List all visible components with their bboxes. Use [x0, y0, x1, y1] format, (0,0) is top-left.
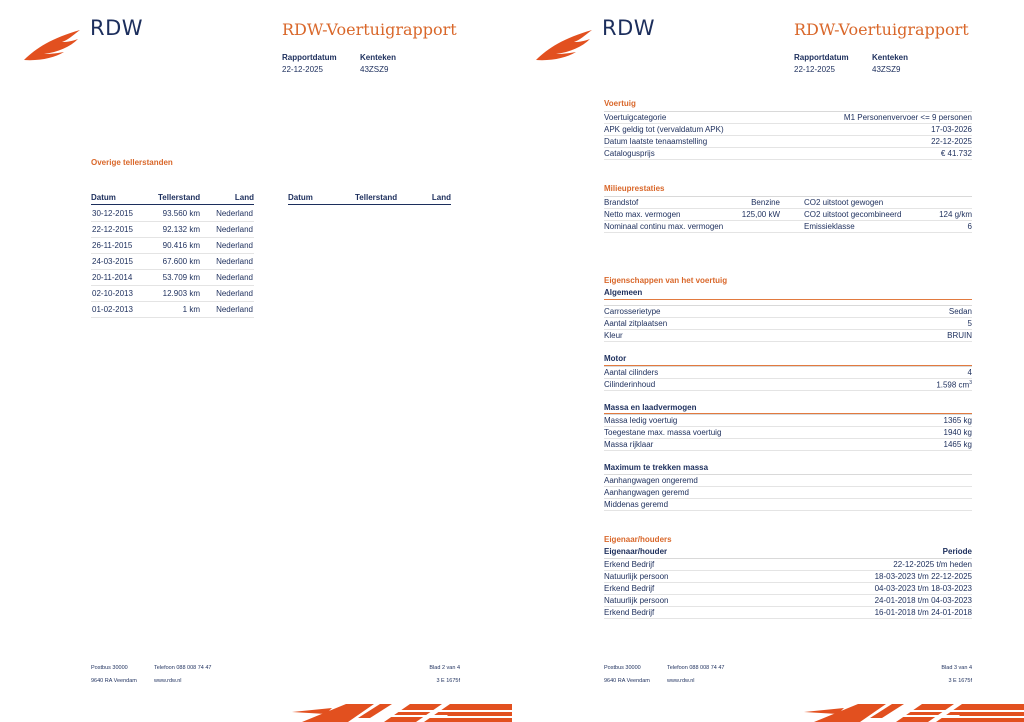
row-value: [764, 148, 972, 160]
row-label: Massa ledig voertuig: [604, 415, 804, 427]
teller-land: Nederland: [201, 254, 254, 270]
row-label: Catalogusprijs: [604, 148, 764, 160]
header-land-2: Land: [431, 193, 451, 202]
rapportdatum-value: 22-12-2025: [794, 65, 835, 74]
rdw-logo-text: RDW: [90, 16, 144, 40]
teller-km: 12.903 km: [146, 286, 201, 302]
milieu-table: [604, 196, 972, 233]
tellerstanden-table: [91, 206, 254, 318]
header-tellerstand-2: Tellerstand: [355, 193, 398, 202]
kenteken-label: Kenteken: [872, 53, 909, 62]
row-value-text: 22-12-2025: [931, 137, 972, 146]
row-value: [764, 124, 972, 136]
row-value: [804, 318, 972, 330]
row-value: [764, 112, 972, 124]
table-row: [604, 112, 972, 124]
teller-datum: 20-11-2014: [91, 270, 146, 286]
row-value-text: 5: [967, 319, 972, 328]
row-label: Datum laatste tenaamstelling: [604, 136, 764, 148]
footer-stripes-icon: [804, 704, 1024, 722]
row-value: [804, 559, 972, 571]
footer-web[interactable]: www.rdw.nl: [667, 678, 695, 684]
table-row: [604, 427, 972, 439]
teller-datum: 24-03-2015: [91, 254, 146, 270]
rapportdatum-value: 22-12-2025: [282, 65, 323, 74]
row-value-text: BRUIN: [947, 331, 972, 340]
section-milieuprestaties: Milieuprestaties: [604, 184, 665, 193]
footer-postbus: Postbus 30000: [91, 665, 128, 671]
row-value: Benzine: [724, 197, 788, 209]
teller-land: Nederland: [201, 222, 254, 238]
footer-code: 3 E 1675f: [948, 678, 972, 684]
table-row: [604, 136, 972, 148]
table-row: [604, 124, 972, 136]
teller-datum: 30-12-2015: [91, 206, 146, 222]
table-row: [604, 367, 972, 379]
row-label-2: CO2 uitstoot gecombineerd: [788, 209, 908, 221]
footer-adres: 9640 RA Veendam: [604, 678, 650, 684]
footer-postbus: Postbus 30000: [604, 665, 641, 671]
table-row: [91, 302, 254, 318]
row-value-text: 17-03-2026: [931, 125, 972, 134]
rdw-logo-text: RDW: [602, 16, 656, 40]
row-value-text: 24-01-2018 t/m 04-03-2023: [874, 596, 972, 605]
footer-contact: [667, 662, 725, 688]
row-value: [804, 475, 972, 487]
row-value: [804, 330, 972, 342]
report-title: RDW-Voertuigrapport: [794, 20, 969, 39]
footer-address: [91, 662, 137, 688]
row-label-2: CO2 uitstoot gewogen: [788, 197, 908, 209]
footer-web[interactable]: www.rdw.nl: [154, 678, 182, 684]
row-label: Aantal zitplaatsen: [604, 318, 804, 330]
row-value-text: 1465 kg: [943, 440, 972, 449]
subsection-trekken: Maximum te trekken massa: [604, 463, 709, 472]
row-value: [804, 487, 972, 499]
row-label: Natuurlijk persoon: [604, 571, 804, 583]
row-value-text: 1.598 cm: [936, 380, 970, 390]
row-value: [724, 221, 788, 233]
subsection-motor: Motor: [604, 354, 627, 363]
row-value: [804, 439, 972, 451]
rdw-wing-logo-icon: [534, 28, 596, 62]
eigenaren-header-value: Periode: [942, 547, 972, 556]
row-label: Nominaal continu max. vermogen: [604, 222, 724, 231]
table-row: [604, 487, 972, 499]
row-value-2: [908, 197, 972, 209]
rapportdatum-label: Rapportdatum: [282, 53, 337, 62]
table-row: [91, 238, 254, 254]
table-row: [604, 595, 972, 607]
row-label-2: Emissieklasse: [788, 221, 908, 233]
header-land: Land: [234, 193, 254, 202]
kenteken-value: 43ZSZ9: [360, 65, 389, 74]
section-eigenschappen: Eigenschappen van het voertuig: [604, 276, 728, 285]
teller-datum: 26-11-2015: [91, 238, 146, 254]
row-value: [804, 415, 972, 427]
row-label: Massa rijklaar: [604, 439, 804, 451]
row-value: [804, 367, 972, 379]
table-row: [604, 607, 972, 619]
kenteken-block: [360, 52, 396, 76]
footer-adres: 9640 RA Veendam: [91, 678, 137, 684]
table-row: [91, 222, 254, 238]
table-row: [604, 475, 972, 487]
report-page-3: [512, 0, 1024, 722]
row-label: Cilinderinhoud: [604, 379, 804, 391]
table-row: [604, 221, 972, 233]
row-label: Aantal cilinders: [604, 367, 804, 379]
table-row: [91, 286, 254, 302]
teller-datum: 01-02-2013: [91, 302, 146, 318]
header-datum: Datum: [91, 193, 116, 202]
row-value: [804, 499, 972, 511]
teller-km: 53.709 km: [146, 270, 201, 286]
table-row: [604, 306, 972, 318]
footer-page-info: [892, 662, 972, 688]
rapportdatum-block: [794, 52, 849, 76]
row-value-text: 4: [967, 368, 972, 377]
voertuig-table: [604, 111, 972, 160]
table-row: [91, 206, 254, 222]
row-value-2: 124 g/km: [908, 209, 972, 221]
subsection-divider: [604, 299, 972, 300]
teller-datum: 22-12-2015: [91, 222, 146, 238]
footer-blad: Blad 2 van 4: [429, 665, 460, 671]
teller-km: 90.416 km: [146, 238, 201, 254]
footer-blad: Blad 3 van 4: [941, 665, 972, 671]
teller-km: 92.132 km: [146, 222, 201, 238]
massa-table: [604, 414, 972, 451]
kenteken-value: 43ZSZ9: [872, 65, 901, 74]
eigenaren-table: [604, 558, 972, 619]
table-row: [604, 571, 972, 583]
row-label: Natuurlijk persoon: [604, 595, 804, 607]
row-label: Middenas geremd: [604, 499, 804, 511]
row-label: Erkend Bedrijf: [604, 559, 804, 571]
subsection-massa: Massa en laadvermogen: [604, 403, 697, 412]
table-row: [604, 415, 972, 427]
table-row: [604, 197, 972, 209]
table-row: [604, 439, 972, 451]
footer-stripes-icon: [292, 704, 512, 722]
row-value: [764, 136, 972, 148]
row-label: Erkend Bedrijf: [604, 607, 804, 619]
row-value-text: 04-03-2023 t/m 18-03-2023: [874, 584, 972, 593]
row-value-text: 16-01-2018 t/m 24-01-2018: [874, 608, 972, 617]
row-value-text: 22-12-2025 t/m heden: [893, 560, 972, 569]
row-label: Toegestane max. massa voertuig: [604, 427, 804, 439]
row-label: Erkend Bedrijf: [604, 583, 804, 595]
row-label: Carrosserietype: [604, 306, 804, 318]
teller-land: Nederland: [201, 206, 254, 222]
teller-land: Nederland: [201, 270, 254, 286]
row-value-text: € 41.732: [940, 149, 972, 158]
table-row: [604, 148, 972, 160]
row-value-text: 18-03-2023 t/m 22-12-2025: [874, 572, 972, 581]
row-value: [804, 583, 972, 595]
rdw-wing-logo-icon: [22, 28, 84, 62]
rapportdatum-block: [282, 52, 337, 76]
eigenaren-header-label: Eigenaar/houder: [604, 547, 668, 556]
row-label: Netto max. vermogen: [604, 209, 724, 221]
row-value: [804, 427, 972, 439]
table-row: [604, 330, 972, 342]
unit-superscript: 3: [969, 379, 972, 386]
teller-km: 67.600 km: [146, 254, 201, 270]
motor-table: [604, 366, 972, 391]
table-row: [604, 318, 972, 330]
section-eigenaren: Eigenaar/houders: [604, 535, 672, 544]
row-value: [804, 379, 972, 391]
row-label: Aanhangwagen geremd: [604, 487, 804, 499]
table-row: [604, 559, 972, 571]
footer-telefoon: Telefoon 088 008 74 47: [154, 665, 212, 671]
table-row: [604, 499, 972, 511]
footer-code: 3 E 1675f: [436, 678, 460, 684]
trekken-table: [604, 474, 972, 511]
kenteken-label: Kenteken: [360, 53, 397, 62]
section-voertuig: Voertuig: [604, 99, 636, 108]
row-value-text: M1 Personenvervoer <= 9 personen: [843, 113, 972, 122]
footer-page-info: [380, 662, 460, 688]
row-value: 125,00 kW: [724, 209, 788, 221]
table-row: [604, 209, 972, 221]
row-value-text: 1365 kg: [943, 416, 972, 425]
teller-land: Nederland: [201, 286, 254, 302]
report-title: RDW-Voertuigrapport: [282, 20, 457, 39]
teller-land: Nederland: [201, 238, 254, 254]
header-tellerstand: Tellerstand: [158, 193, 201, 202]
algemeen-table: [604, 305, 972, 342]
teller-land: Nederland: [201, 302, 254, 318]
row-label: Kleur: [604, 330, 804, 342]
row-value: [804, 595, 972, 607]
row-value: [804, 607, 972, 619]
row-value: [804, 306, 972, 318]
row-value-text: 1940 kg: [943, 428, 972, 437]
teller-km: 1 km: [146, 302, 201, 318]
table-row: [91, 270, 254, 286]
teller-datum: 02-10-2013: [91, 286, 146, 302]
row-label: Voertuigcategorie: [604, 112, 764, 124]
footer-contact: [154, 662, 212, 688]
row-label: APK geldig tot (vervaldatum APK): [604, 124, 764, 136]
kenteken-block: [872, 52, 908, 76]
section-overige-tellerstanden: Overige tellerstanden: [91, 158, 173, 167]
rapportdatum-label: Rapportdatum: [794, 53, 849, 62]
footer-address: [604, 662, 650, 688]
table-row: [91, 254, 254, 270]
teller-table-header: [91, 193, 254, 205]
row-label: Brandstof: [604, 197, 724, 209]
table-row: [604, 583, 972, 595]
header-datum-2: Datum: [288, 193, 313, 202]
row-label: Aanhangwagen ongeremd: [604, 475, 804, 487]
row-value-text: Sedan: [948, 307, 972, 316]
row-value-2: 6: [908, 221, 972, 233]
footer-telefoon: Telefoon 088 008 74 47: [667, 665, 725, 671]
teller-km: 93.560 km: [146, 206, 201, 222]
table-row: [604, 379, 972, 391]
subsection-algemeen: Algemeen: [604, 288, 643, 297]
row-value: [804, 571, 972, 583]
teller-table-header-2: [288, 193, 451, 205]
